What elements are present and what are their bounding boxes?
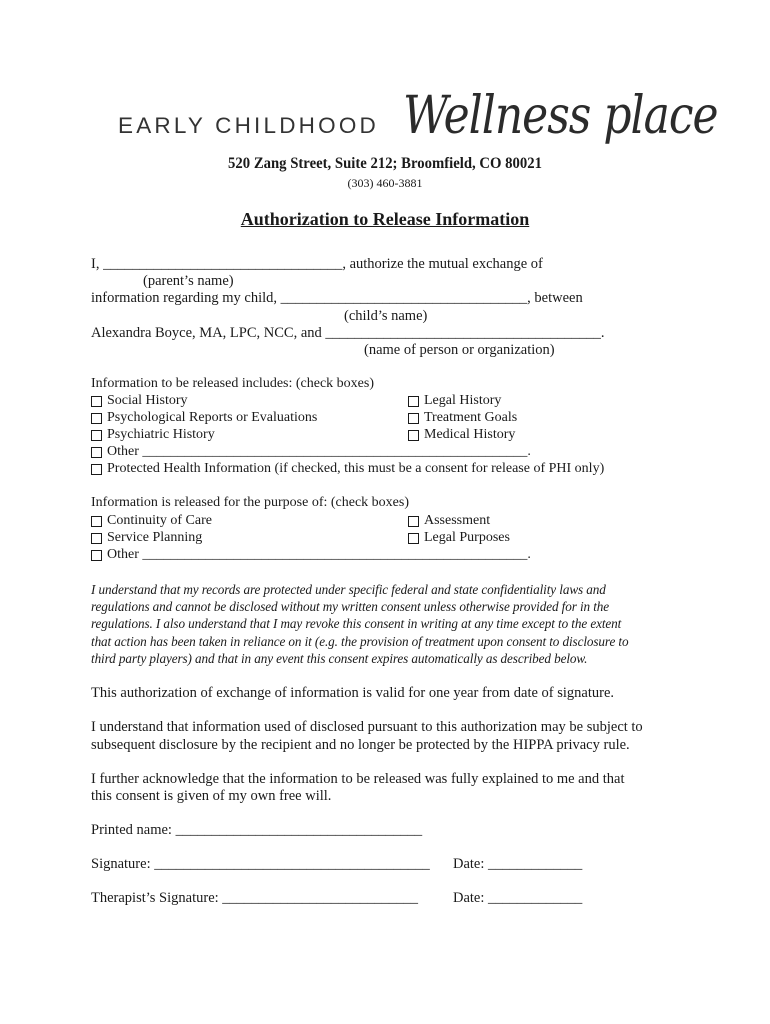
disclosure-line: subsequent disclosure by the recipient and no longer be protected by the HIPPA privacy rule.	[91, 737, 630, 753]
checkbox-other-purpose[interactable]	[91, 550, 102, 561]
checkbox-legal-history[interactable]	[408, 396, 419, 407]
checkbox-label: Social History	[107, 393, 188, 408]
checkbox-medical-history[interactable]	[408, 430, 419, 441]
checkbox-row-legal-purposes[interactable]	[408, 530, 510, 546]
checkbox-label: Other _______________________________________________________.	[107, 547, 531, 562]
intro-parent-line[interactable]: I, _________________________________, authorize the mutual exchange of	[91, 256, 543, 272]
checkbox-label: Other _______________________________________________________.	[107, 444, 531, 459]
checkbox-label: Psychological Reports or Evaluations	[107, 410, 318, 425]
checkbox-phi[interactable]	[91, 464, 102, 475]
checkbox-legal-purposes[interactable]	[408, 533, 419, 544]
confidentiality-line: third party players) and that in any event this consent expires automatically as described below.	[91, 651, 588, 666]
checkbox-service-planning[interactable]	[91, 533, 102, 544]
logo-text-early-childhood: EARLY CHILDHOOD	[118, 113, 379, 138]
purpose-heading: Information is released for the purpose of: (check boxes)	[91, 495, 409, 510]
checkbox-row-continuity-of-care[interactable]	[91, 513, 212, 529]
checkbox-label: Continuity of Care	[107, 513, 212, 528]
checkbox-label: Protected Health Information (if checked, this must be a consent for release of PHI only)	[107, 461, 605, 476]
checkbox-row-service-planning[interactable]	[91, 530, 202, 546]
checkbox-other-released[interactable]	[91, 447, 102, 458]
confidentiality-line: I understand that my records are protected under specific federal and state confidentiality laws and	[91, 582, 606, 597]
checkbox-label: Assessment	[424, 513, 491, 528]
intro-child-line[interactable]: information regarding my child, __________________________________, between	[91, 290, 583, 306]
therapist-signature-field[interactable]: Therapist’s Signature: ___________________________	[91, 890, 419, 906]
acknowledge-line: this consent is given of my own free will.	[91, 788, 332, 804]
checkbox-row-treatment-goals[interactable]	[408, 410, 517, 426]
organization-name-label: (name of person or organization)	[364, 342, 555, 358]
checkbox-label: Service Planning	[107, 530, 203, 545]
confidentiality-line: regulations. I also understand that I may revoke this consent in writing at any time except to the extent	[91, 616, 622, 631]
confidentiality-line: that action has been taken in reliance on it (e.g. the provision of treatment upon consent to disclosure to	[91, 634, 629, 649]
checkbox-label: Medical History	[424, 427, 516, 442]
logo-script-wellness-place: Wellness place	[403, 86, 718, 147]
checkbox-row-other-purpose[interactable]	[91, 547, 531, 563]
checkbox-row-social-history[interactable]	[91, 393, 188, 409]
parent-name-label: (parent’s name)	[143, 273, 234, 289]
checkbox-label: Treatment Goals	[424, 410, 518, 425]
intro-organization-line[interactable]: Alexandra Boyce, MA, LPC, NCC, and ______________________________________.	[91, 325, 605, 341]
printed-name-field[interactable]: Printed name: __________________________________	[91, 822, 423, 838]
checkbox-row-psychiatric-history[interactable]	[91, 427, 215, 443]
checkbox-row-phi[interactable]	[91, 461, 604, 477]
clinic-address: 520 Zang Street, Suite 212; Broomfield, CO 80021	[228, 155, 542, 172]
signature-date-field[interactable]: Date: _____________	[453, 856, 583, 872]
clinic-phone: (303) 460-3881	[347, 176, 423, 190]
released-heading: Information to be released includes: (check boxes)	[91, 376, 375, 391]
disclosure-line: I understand that information used of disclosed pursuant to this authorization may be subject to	[91, 719, 643, 735]
validity-statement: This authorization of exchange of information is valid for one year from date of signature.	[91, 685, 615, 701]
acknowledge-line: I further acknowledge that the information to be released was fully explained to me and that	[91, 771, 625, 787]
confidentiality-line: regulations and cannot be disclosed without my written consent unless otherwise provided for in the	[91, 599, 610, 614]
signature-field[interactable]: Signature: ______________________________________	[91, 856, 430, 872]
checkbox-row-legal-history[interactable]	[408, 393, 501, 409]
checkbox-row-assessment[interactable]	[408, 513, 490, 529]
checkbox-label: Legal Purposes	[424, 530, 510, 545]
checkbox-treatment-goals[interactable]	[408, 413, 419, 424]
checkbox-label: Legal History	[424, 393, 502, 408]
therapist-date-field[interactable]: Date: _____________	[453, 890, 583, 906]
checkbox-row-other-released[interactable]	[91, 444, 531, 460]
checkbox-label: Psychiatric History	[107, 427, 215, 442]
checkbox-psychiatric-history[interactable]	[91, 430, 102, 441]
child-name-label: (child’s name)	[344, 308, 428, 324]
checkbox-row-psychological-reports[interactable]	[91, 410, 317, 426]
checkbox-assessment[interactable]	[408, 516, 419, 527]
checkbox-row-medical-history[interactable]	[408, 427, 515, 443]
checkbox-psychological-reports[interactable]	[91, 413, 102, 424]
checkbox-continuity-of-care[interactable]	[91, 516, 102, 527]
checkbox-social-history[interactable]	[91, 396, 102, 407]
form-title: Authorization to Release Information	[240, 209, 530, 229]
